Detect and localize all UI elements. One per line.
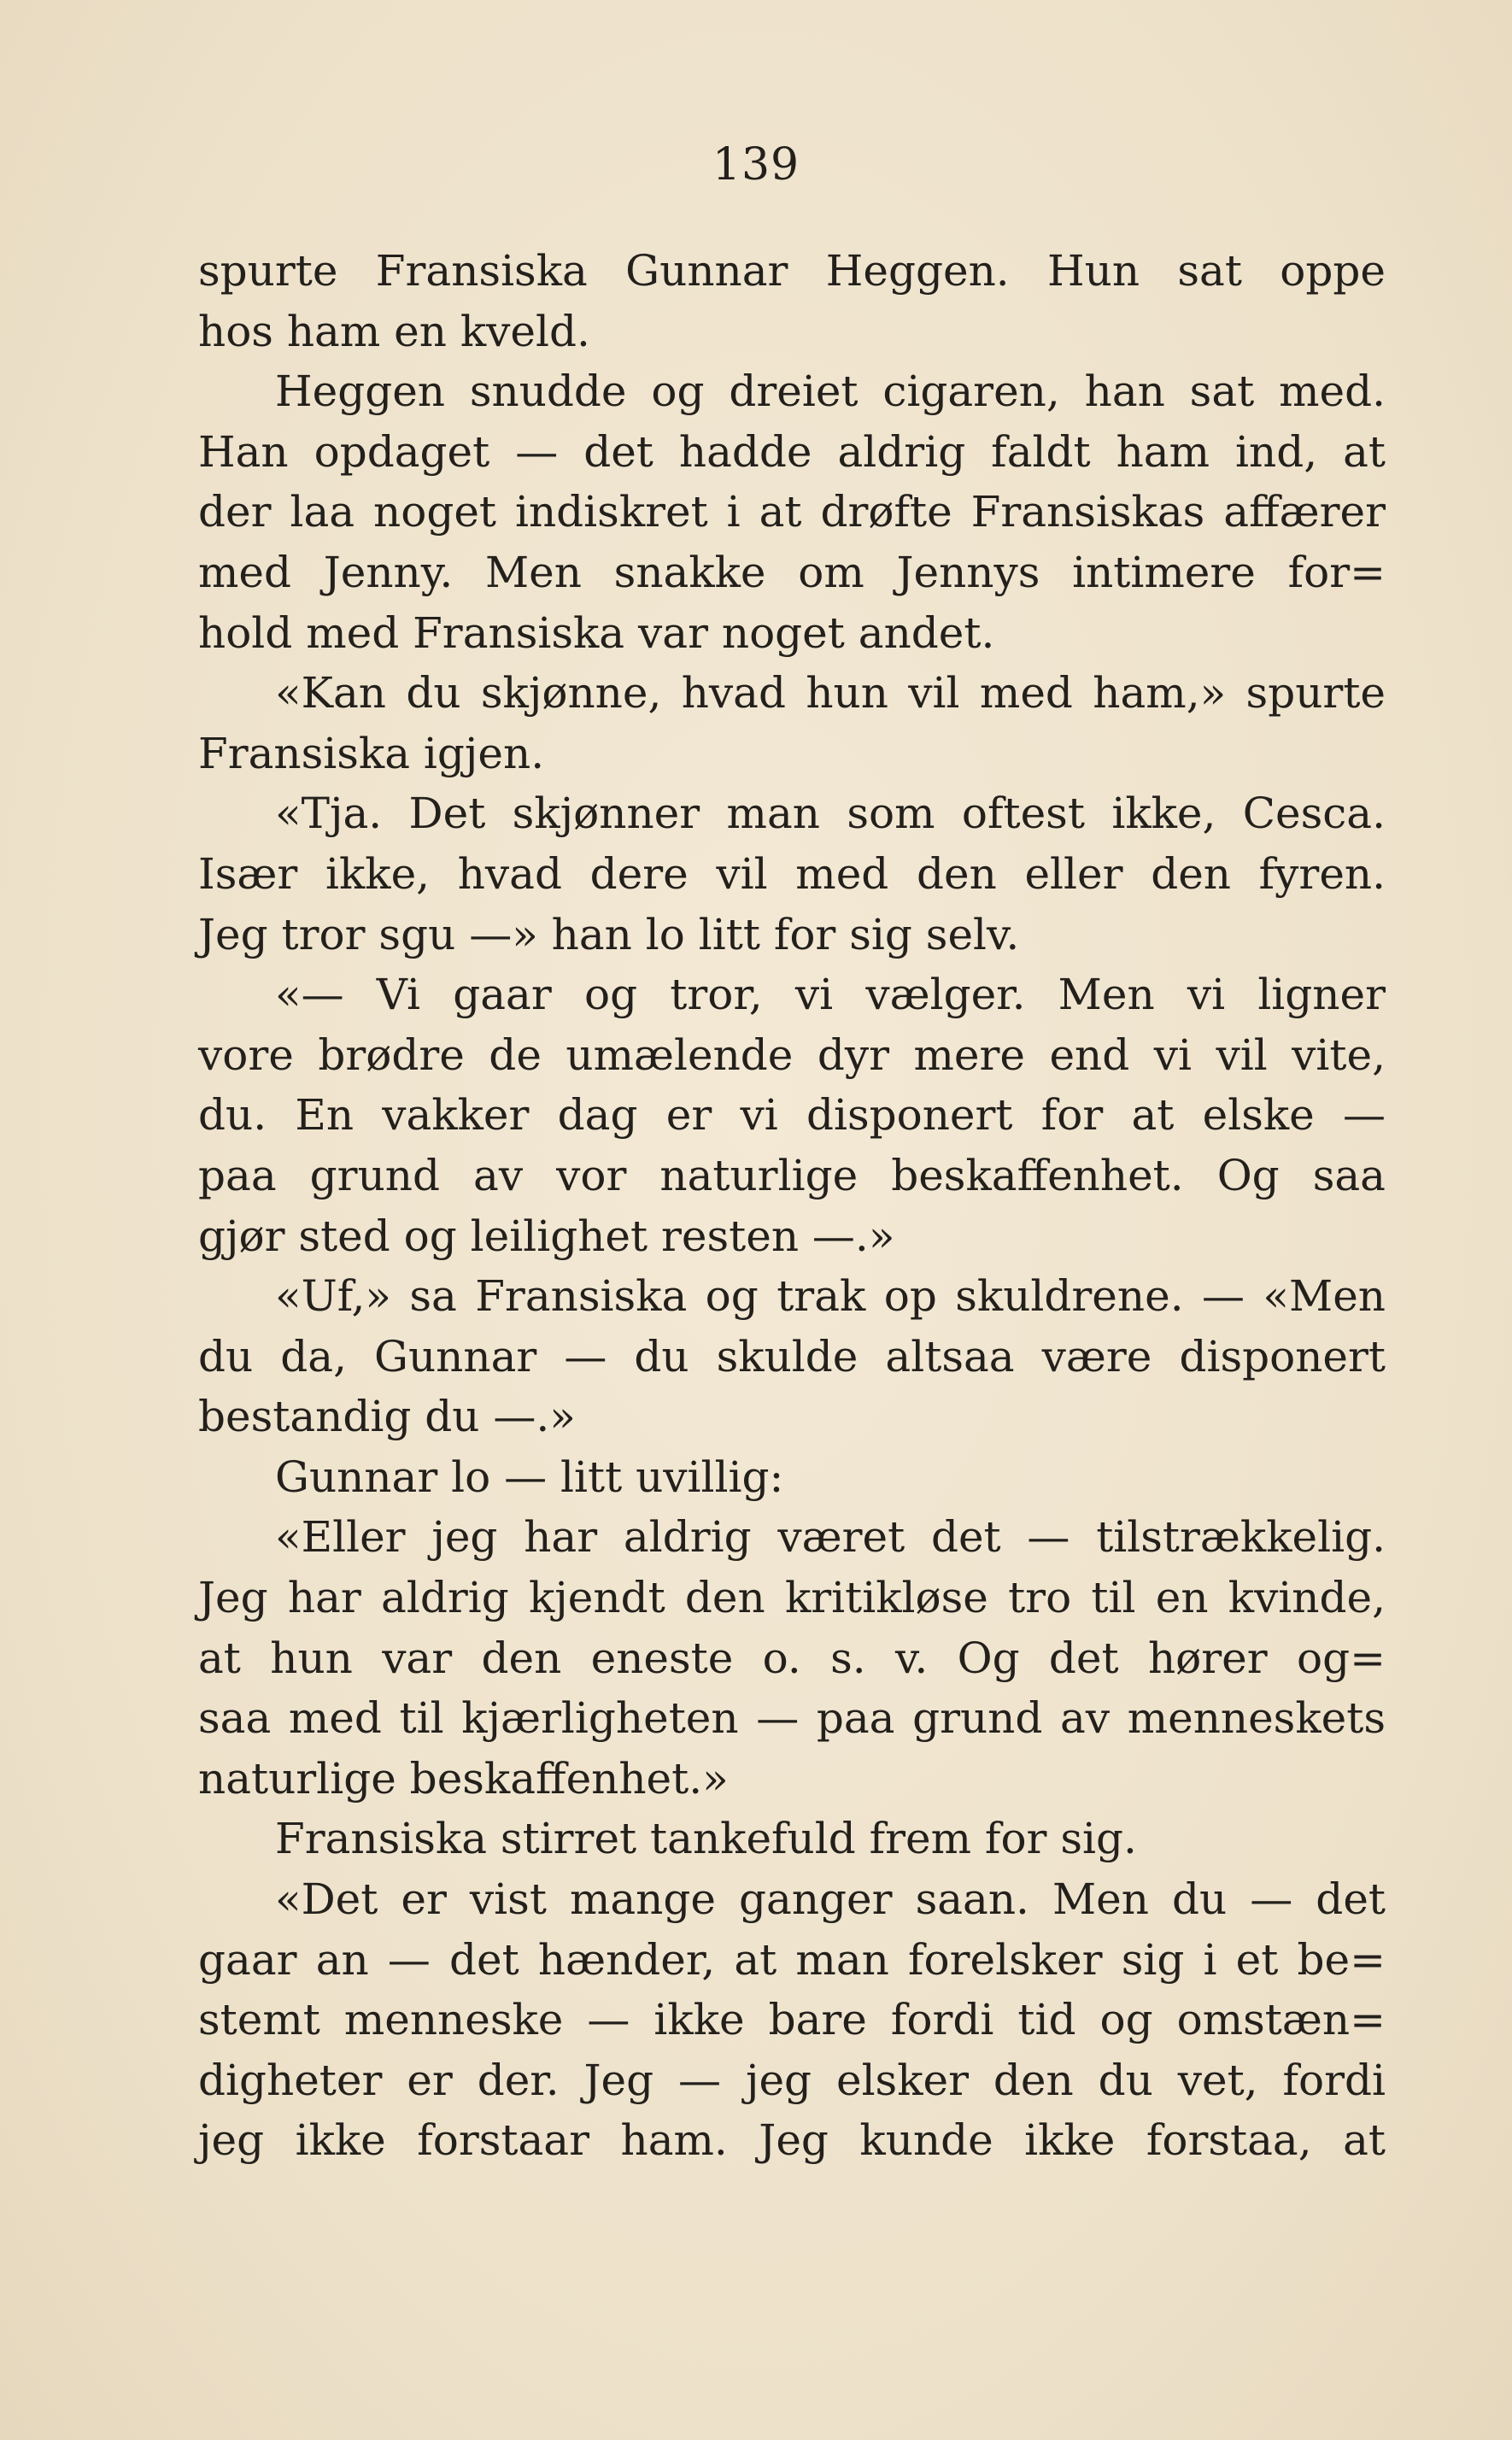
text-line: Fransiska igjen.	[198, 728, 545, 778]
text-line: «Tja. Det skjønner man som oftest ikke, Cesca.	[275, 789, 1386, 839]
page-number: 139	[712, 139, 800, 191]
text-line: Fransiska stirret tankefuld frem for sig.	[275, 1814, 1137, 1864]
text-line: vore brødre de umælende dyr mere end vi vil vite,	[198, 1029, 1386, 1080]
text-line: du. En vakker dag er vi disponert for at elske —	[198, 1090, 1386, 1141]
text-line: Han opdaget — det hadde aldrig faldt ham ind, at	[198, 426, 1386, 477]
text-line: Jeg har aldrig kjendt den kritikløse tro til en kvinde,	[198, 1573, 1386, 1623]
text-line: «Det er vist mange ganger saan. Men du — det	[275, 1874, 1386, 1925]
text-line: Heggen snudde og dreiet cigaren, han sat med.	[275, 367, 1386, 417]
text-line: der laa noget indiskret i at drøfte Fransiskas affærer	[198, 487, 1386, 537]
text-line: «— Vi gaar og tror, vi vælger. Men vi ligner	[275, 970, 1386, 1020]
text-line: gaar an — det hænder, at man forelsker sig i et be=	[198, 1934, 1386, 1985]
text-line: at hun var den eneste o. s. v. Og det hører og=	[198, 1633, 1386, 1683]
text-line: digheter er der. Jeg — jeg elsker den du vet, fordi	[198, 2055, 1386, 2105]
body-text	[198, 241, 1386, 2171]
text-line: paa grund av vor naturlige beskaffenhet. Og saa	[198, 1150, 1386, 1200]
text-line: «Uf,» sa Fransiska og trak op skuldrene. — «Men	[275, 1271, 1386, 1322]
text-line: du da, Gunnar — du skulde altsaa være disponert	[198, 1331, 1386, 1381]
text-line: naturlige beskaffenhet.»	[198, 1753, 729, 1804]
text-line: jeg ikke forstaar ham. Jeg kunde ikke forstaa, at	[198, 2115, 1386, 2166]
text-line: bestandig du —.»	[198, 1392, 576, 1442]
text-line: gjør sted og leilighet resten —.»	[198, 1211, 895, 1261]
text-line: spurte Fransiska Gunnar Heggen. Hun sat oppe	[198, 246, 1386, 296]
text-line: stemt menneske — ikke bare fordi tid og omstæn=	[198, 1995, 1386, 2045]
text-line: Især ikke, hvad dere vil med den eller den fyren.	[198, 848, 1386, 899]
text-line: «Eller jeg har aldrig været det — tilstrækkelig.	[275, 1512, 1386, 1563]
text-line: «Kan du skjønne, hvad hun vil med ham,» spurte	[275, 668, 1386, 719]
text-line: Jeg tror sgu —» han lo litt for sig selv.	[198, 909, 1020, 959]
text-line: hold med Fransiska var noget andet.	[198, 607, 995, 658]
text-line: hos ham en kveld.	[198, 306, 590, 356]
text-line: med Jenny. Men snakke om Jennys intimere for=	[198, 547, 1386, 597]
text-line: saa med til kjærligheten — paa grund av menneskets	[198, 1693, 1386, 1744]
text-line: Gunnar lo — litt uvillig:	[275, 1452, 784, 1502]
